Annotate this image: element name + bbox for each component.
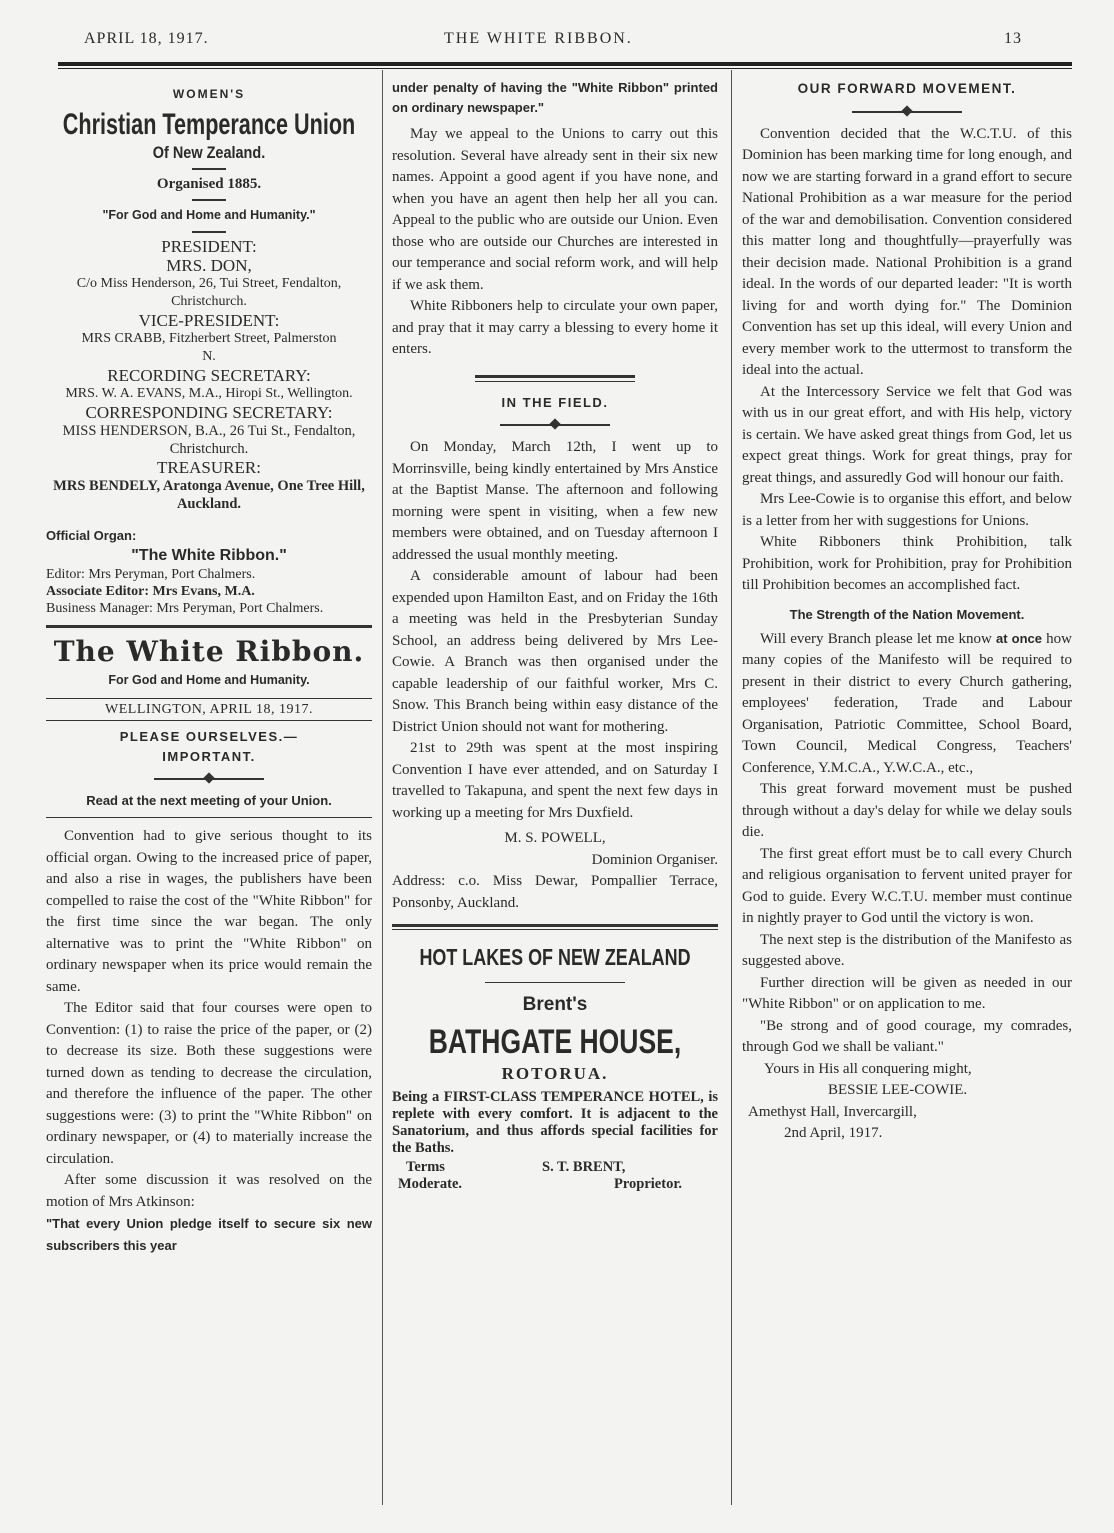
divider (485, 982, 625, 983)
president-label: PRESIDENT: (161, 236, 257, 256)
paragraph: Mrs Lee-Cowie is to organise this effort, and below is a letter from her with suggestions for Unions. (742, 491, 1072, 529)
paragraph: After some discussion it was resolved on the motion of Mrs Atkinson: (46, 1172, 372, 1210)
advert-footer (392, 1159, 718, 1195)
advert-rule-thin (392, 929, 718, 930)
column-divider (382, 70, 383, 1505)
section-rule (475, 375, 635, 378)
paragraph: The Editor said that four courses were open to Convention: (1) to raise the price of the paper, or (2) to decrease its size. Both these suggestions were turned down as tending to decrease the circulation, and therefore the influence of the paper. The other suggestions were: (3) to print the "White Ribbon" on ordinary newspaper, or (4) to materially increase the circulation. (46, 1000, 372, 1167)
paragraph: Convention decided that the W.C.T.U. of this Dominion has been marking time for long enough, and now we are starting forward in a grand effort to secure National Prohibition as a war measure for the period of the war and demobilisation. Convention considered this matter long and thoughtfully—prayerfully was their decision made. National Prohibition is a grand ideal. In the words of our departed leader: "It is worth living for and worth dying for." The Dominion Convention has set up this ideal, will every Union and every member work to the uttermost to transform the ideal into the actual. (742, 125, 1072, 378)
divider (192, 199, 226, 201)
paragraph-part: how many copies of the Manifesto will be required to present in their district to every Church gathering, employees' federation, Trade and Labour Organisation, Patriotic Committee, School Board, Town Council, Medical Congress, Teachers' Conference, Y.M.C.A., Y.W.C.A., etc., (742, 630, 1073, 776)
advert-owner: S. T. BRENT, (542, 1158, 626, 1175)
paragraph: On Monday, March 12th, I went up to Morrinsville, being kindly entertained by Mrs Anstice at the Baptist Manse. The afternoon and following morning were spent in visiting, when a few new members were obtained, and on Tuesday afternoon I addressed the usual monthly meeting. (392, 439, 718, 563)
president-name: MRS. DON, (166, 255, 252, 275)
page-number: 13 (1004, 30, 1022, 47)
ornament-rule (852, 106, 962, 118)
paragraph: May we appeal to the Unions to carry out this resolution. Several have already sent in their six new names. Appoint a good agent if you have none, and when you have an agent then help her all you can. Appeal to the public who are outside our Union. Even those who are outside our Churches are interested in our temperance and social reform work, and will help if we ask them. (392, 126, 718, 293)
ornament-rule (500, 419, 610, 431)
associate-editor: Associate Editor: Mrs Evans, M.A. (46, 584, 255, 599)
divider (192, 168, 226, 170)
paragraph: A considerable amount of labour had been expended upon Hamilton East, and on Friday the 16th a meeting was held in the Presbyterian Sunday School, an address being delivered by Mrs Lee-Cowie. A Branch was then organised under the capable leadership of our faithful worker, Mrs C. Snow. This Branch being within easy distance of the District Union should not want for mothering. (392, 568, 718, 735)
article-title: PLEASE OURSELVES.— IMPORTANT. (119, 729, 299, 764)
column-1 (46, 78, 372, 1256)
recording-secretary-label: RECORDING SECRETARY: (107, 365, 311, 385)
treasurer-text: MRS BENDELY, Aratonga Avenue, One Tree Hill, Auckland. (53, 477, 365, 512)
field-title: IN THE FIELD. (501, 394, 609, 410)
president-address: C/o Miss Henderson, 26, Tui Street, Fendalton, Christchurch. (76, 275, 342, 309)
corresponding-secretary-text: MISS HENDERSON, B.A., 26 Tui St., Fendalton, Christchurch. (62, 422, 356, 457)
divider (46, 817, 372, 818)
resolution-text: "That every Union pledge itself to secure six new subscribers this year (46, 1216, 372, 1253)
paragraph: The first great effort must be to call every Church and religious organisation to fervent united prayer for God to guide. Every W.C.T.U. member must continue in nightly prayer to God until the victory is won. (742, 845, 1072, 926)
signature-title: Dominion Organiser. (591, 851, 718, 868)
recording-secretary-text: MRS. W. A. EVANS, M.A., Hiropi St., Wellington. (65, 385, 353, 401)
business-manager: Business Manager: Mrs Peryman, Port Chalmers. (46, 601, 324, 616)
header-rule (58, 62, 1072, 66)
closing-line: Yours in His all conquering might, (764, 1060, 972, 1077)
advert-house: BATHGATE HOUSE, (428, 1023, 682, 1061)
wctu-name: Christian Temperance Union (62, 107, 356, 141)
letter-date: 2nd April, 1917. (784, 1125, 883, 1141)
wctu-womens: WOMEN'S (172, 87, 246, 101)
organised-year: Organised 1885. (156, 175, 262, 192)
advert-text: Being a FIRST-CLASS TEMPERANCE HOTEL, is replete with every comfort. It is adjacent to the Sanatorium, and thus affords special facilities for the Baths. (392, 1088, 718, 1156)
paragraph: White Ribboners help to circulate your own paper, and pray that it may carry a blessing to every home it enters. (392, 298, 718, 357)
paragraph-part: Will every Branch please let me know (760, 630, 992, 647)
advert-brents: Brent's (522, 994, 588, 1015)
advert-proprietor: Proprietor. (614, 1175, 683, 1192)
vice-president-text: MRS CRABB, Fitzherbert Street, Palmerston N. (81, 330, 337, 364)
paragraph: 21st to 29th was spent at the most inspiring Convention I have ever attended, and on Saturday I travelled to Takapuna, and spent the next few days in working up a meeting for Mrs Duxfield. (392, 740, 718, 821)
vice-president-label: VICE-PRESIDENT: (138, 310, 280, 330)
ornament-rule (154, 773, 264, 785)
column-2 (392, 78, 718, 1195)
header-rule-thin (58, 68, 1072, 69)
masthead-motto: For God and Home and Humanity. (108, 673, 310, 687)
wctu-motto: "For God and Home and Humanity." (102, 208, 316, 222)
editor: Editor: Mrs Peryman, Port Chalmers. (46, 567, 256, 582)
resolution-continued: under penalty of having the "White Ribbon" printed on ordinary newspaper." (392, 80, 718, 115)
advert-moderate: Moderate. (398, 1175, 463, 1192)
emphasis-at-once: at once (996, 630, 1042, 646)
advert-rule (392, 924, 718, 927)
corresponding-secretary-label: CORRESPONDING SECRETARY: (85, 402, 333, 422)
masthead-title: The White Ribbon. (53, 635, 365, 668)
paragraph: Convention had to give serious thought to its official organ. Owing to the increased price of paper, and also a rise in wages, the publishers have been compelled to raise the cost of the "White Ribbon" for the first time since the war began. The only alternative was to print the "White Ribbon" on ordinary newspaper when its price would remain the same. (46, 828, 372, 995)
journal-title: THE WHITE RIBBON. (444, 30, 633, 47)
article-subhead: Read at the next meeting of your Union. (86, 793, 332, 808)
signer-name: BESSIE LEE-COWIE. (828, 1082, 968, 1098)
section-rule-thin (475, 381, 635, 382)
dateline: WELLINGTON, APRIL 18, 1917. (105, 701, 313, 717)
paragraph: White Ribboners think Prohibition, talk Prohibition, work for Prohibition, pray for Prohibition till Prohibition becomes an accomplished fact. (742, 534, 1072, 593)
strength-subhead: The Strength of the Nation Movement. (789, 606, 1025, 622)
paragraph: "Be strong and of good courage, my comrades, through God we shall be valiant." (742, 1017, 1072, 1055)
wctu-of-nz: Of New Zealand. (152, 142, 266, 162)
paragraph: The next step is the distribution of the Manifesto as suggested above. (742, 931, 1072, 969)
paragraph: At the Intercessory Service we felt that God was with us in our great effort, and with His help, victory is certain. We have asked great things from God, let us expect great things. Work for great things, pray for great things, and assuredly God will honour our faith. (742, 383, 1072, 486)
masthead-rule (46, 625, 372, 628)
treasurer-label: TREASURER: (157, 457, 261, 477)
signature-address: Address: c.o. Miss Dewar, Pompallier Terrace, Ponsonby, Auckland. (392, 873, 718, 911)
column-3 (742, 78, 1072, 1145)
paragraph: Further direction will be given as needed in our "White Ribbon" or on application to me. (742, 974, 1072, 1012)
paragraph: This great forward movement must be pushed through without a day's delay for while we delay souls die. (742, 781, 1072, 840)
signer-address: Amethyst Hall, Invercargill, (748, 1103, 917, 1120)
official-organ-name: "The White Ribbon." (131, 547, 287, 564)
paragraph (742, 628, 1072, 780)
issue-date: APRIL 18, 1917. (84, 30, 209, 47)
signature-name: M. S. POWELL, (504, 830, 606, 846)
forward-movement-title: OUR FORWARD MOVEMENT. (797, 81, 1017, 96)
running-header (84, 30, 1024, 54)
divider (46, 720, 372, 721)
advert-town: ROTORUA. (501, 1064, 609, 1083)
divider (192, 231, 226, 233)
advert-terms: Terms (406, 1158, 445, 1175)
column-divider (731, 70, 732, 1505)
official-organ-label: Official Organ: (46, 527, 137, 543)
advert-heading: HOT LAKES OF NEW ZEALAND (419, 944, 691, 970)
